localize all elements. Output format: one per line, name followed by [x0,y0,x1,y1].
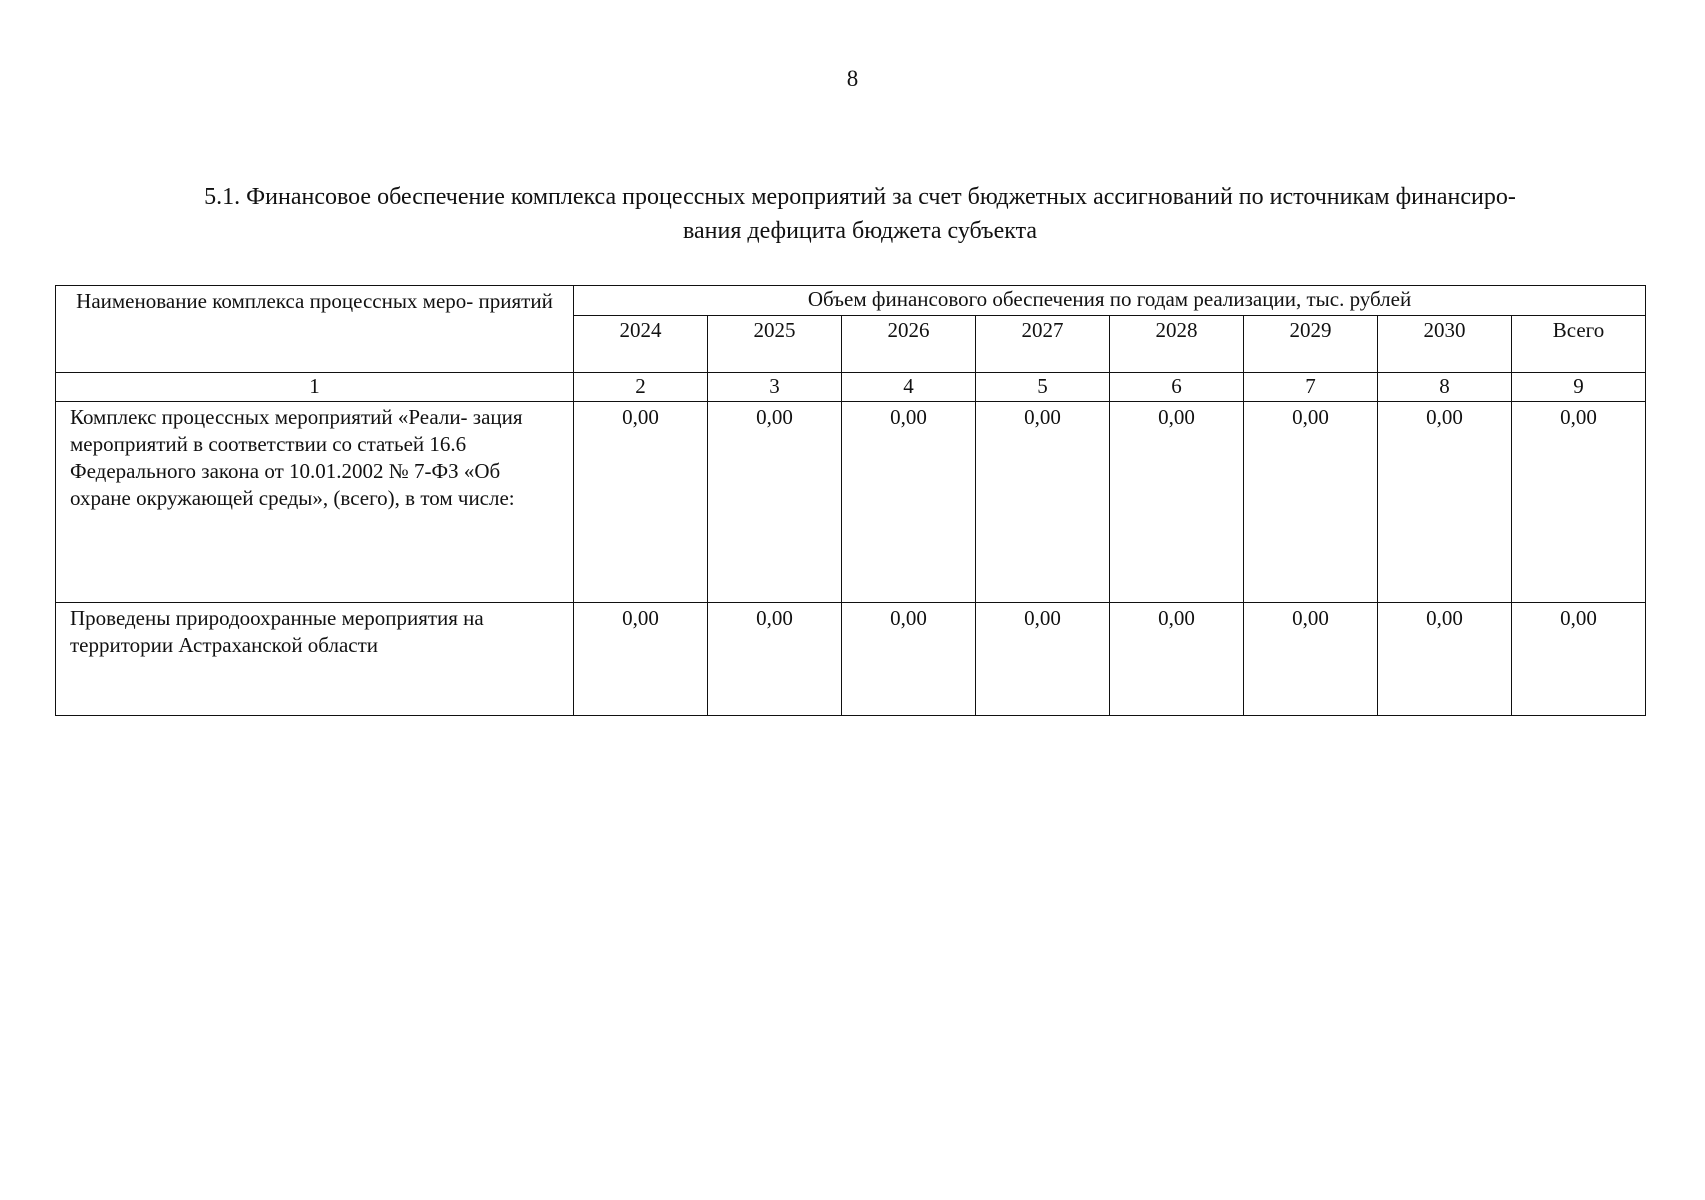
value-cell: 0,00 [1378,603,1512,716]
value-cell: 0,00 [1378,402,1512,603]
column-number: 3 [708,373,842,402]
value-cell: 0,00 [708,402,842,603]
value-cell: 0,00 [574,402,708,603]
table-row [56,603,1646,716]
page-number: 8 [846,66,859,91]
table-row [56,402,1646,603]
financing-table [55,285,1646,716]
value-cell: 0,00 [574,603,708,716]
row-name: Проведены природоохранные мероприятия на территории Астраханской области [56,603,574,716]
column-number: 4 [842,373,976,402]
year-header: 2027 [976,315,1110,372]
column-number: 6 [1110,373,1244,402]
year-header: 2024 [574,315,708,372]
section-title-line-1: 5.1. Финансовое обеспечение комплекса процессных мероприятий за счет бюджетных ассигнований по источникам финансиро- [204,184,1516,210]
year-header: 2026 [842,315,976,372]
value-cell: 0,00 [1110,402,1244,603]
section-title-line-2: вания дефицита бюджета субъекта [682,218,1038,244]
value-cell: 0,00 [976,402,1110,603]
total-header: Всего [1512,315,1646,372]
column-number-row [56,373,1646,402]
year-header: 2028 [1110,315,1244,372]
value-cell: 0,00 [842,603,976,716]
value-cell: 0,00 [1244,402,1378,603]
value-cell: 0,00 [1110,603,1244,716]
year-header: 2025 [708,315,842,372]
column-number: 7 [1244,373,1378,402]
value-cell: 0,00 [842,402,976,603]
total-value-cell: 0,00 [1512,603,1646,716]
column-number: 5 [976,373,1110,402]
column-number: 9 [1512,373,1646,402]
total-value-cell: 0,00 [1512,402,1646,603]
value-cell: 0,00 [1244,603,1378,716]
header-group-cell: Объем финансового обеспечения по годам реализации, тыс. рублей [574,286,1646,316]
column-number: 2 [574,373,708,402]
year-header: 2029 [1244,315,1378,372]
value-cell: 0,00 [708,603,842,716]
header-row-1 [56,286,1646,316]
header-name-cell: Наименование комплекса процессных меро- приятий [56,286,574,373]
column-number: 8 [1378,373,1512,402]
row-name: Комплекс процессных мероприятий «Реали- зация мероприятий в соответствии со статьей 16.6 Федерального закона от 10.01.2002 № 7-ФЗ «Об охране окружающей среды», (всего), в том числе: [56,402,574,603]
column-number: 1 [56,373,574,402]
year-header: 2030 [1378,315,1512,372]
value-cell: 0,00 [976,603,1110,716]
section-title [70,180,1650,248]
